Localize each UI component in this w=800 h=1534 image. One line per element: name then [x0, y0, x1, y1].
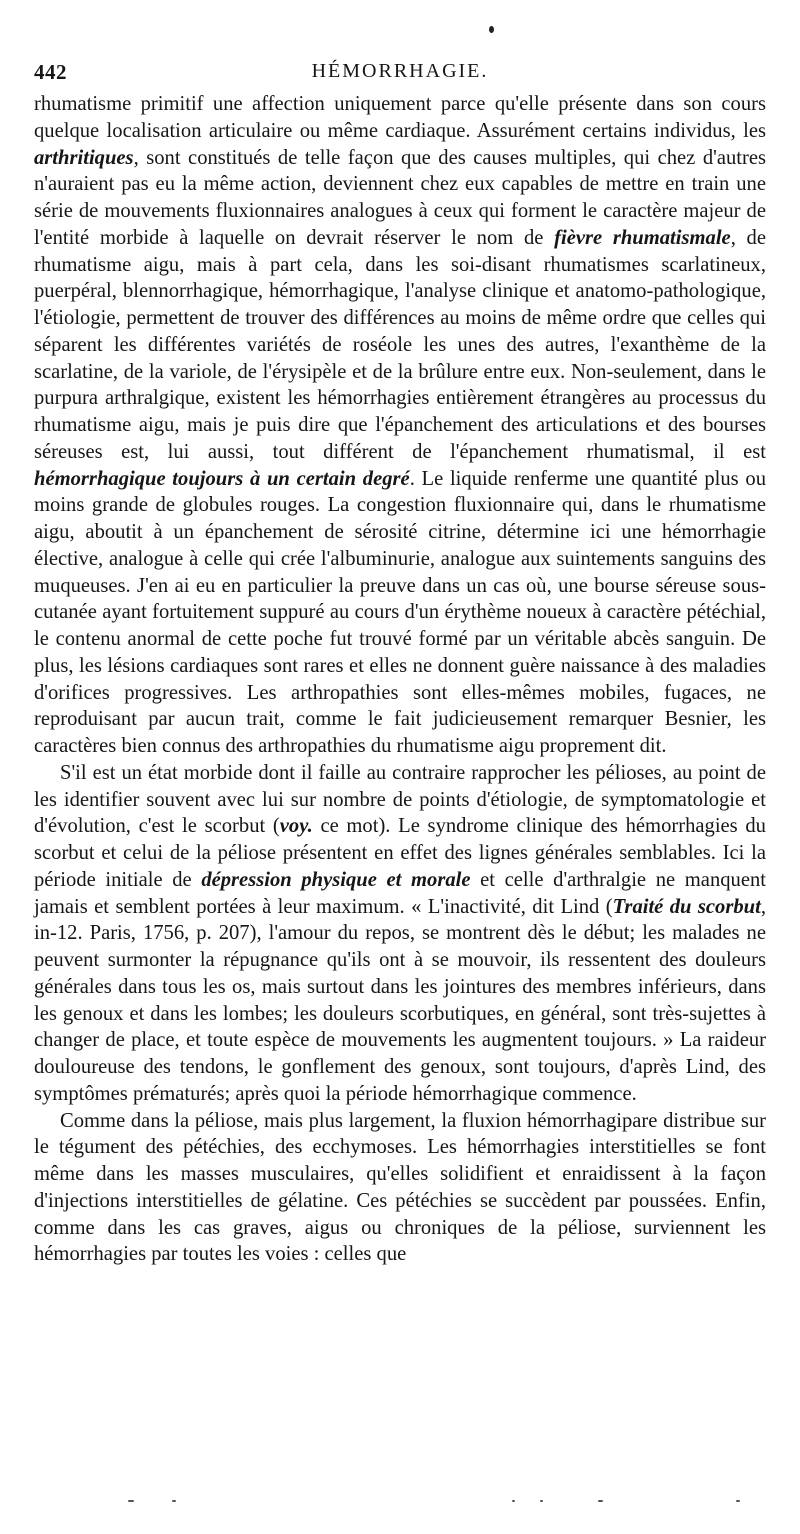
bottom-scan-specks [0, 1500, 800, 1508]
text-run: , de rhumatisme aigu, mais à part cela, dans les soi-disant rhumatismes scarlatineux, puerpéral, blennorrhagique, hémorrhagique, l'analyse clinique et anatomo-pathologique, l'étiologie, permettent de trouver des différences au moins de même ordre que celles qui séparent les différentes variétés de roséole les unes des autres, l'exanthème de la scarlatine, de la variole, de l'érysipèle et de la brûlure entre eux. Non-seulement, dans le purpura arthralgique, existent les hémorrhagies entièrement étrangères au processus du rhumatisme aigu, mais je puis dire que l'épanchement des articulations et des bourses séreuses est, lui aussi, tout différent de l'épanchement rhumatismal, il est [34, 226, 766, 463]
text-run: et celle d'arthralgie ne manquent jamais et semblent portées à leur maximum. « L'inactivité, dit Lind ( [34, 868, 766, 918]
running-title: HÉMORRHAGIE. [311, 60, 489, 82]
ink-speck [489, 26, 494, 33]
text-run: S'il est un état morbide dont il faille au contraire rapprocher les pélioses, au point de les identifier souvent avec lui sur nombre de points d'étiologie, de symptomatologie et d'évolution, c'est le scorbut ( [34, 761, 766, 838]
italic-phrase: voy. [279, 815, 313, 838]
text-run: , sont constitués de telle façon que des causes multiples, qui chez d'autres n'auraient pas eu la même action, deviennent chez eux capables de mettre en train une série de mouvements fluxionnaires analogues à ceux qui forment le caractère majeur de l'entité morbide à laquelle on devrait réserver le nom de [34, 146, 766, 249]
ink-speck [512, 1500, 515, 1502]
ink-speck [172, 1500, 176, 1502]
ink-speck [540, 1500, 543, 1502]
ink-speck [598, 1500, 603, 1502]
text-run: Comme dans la péliose, mais plus largement, la fluxion hémorrhagipare distribue sur le tégument des pétéchies, des ecchymoses. Les hémorrhagies interstitielles se font même dans les masses musculaires, qu'elles solidifient et enraidissent à la façon d'injections interstitielles de gélatine. Ces pétéchies se succèdent par poussées. Enfin, comme dans les cas graves, aigus ou chroniques de la péliose, surviennent les hémorrhagies par toutes les voies : celles que [34, 1109, 766, 1266]
page-header [34, 60, 766, 90]
text-run: ce mot). Le syndrome clinique des hémorrhagies du scorbut et celui de la péliose présentent en effet des lignes générales semblables. Ici la période initiale de [34, 815, 766, 891]
paragraph [34, 1108, 766, 1269]
text-run: rhumatisme primitif une affection uniquement parce qu'elle présente dans son cours quelque localisation articulaire ou même cardiaque. Assurément certains individus, les [34, 93, 766, 142]
italic-phrase: fièvre rhumatismale [554, 226, 731, 249]
ink-speck [736, 1500, 740, 1502]
italic-phrase: hémorrhagique toujours à un certain degré [34, 467, 410, 490]
text-run: . Le liquide renferme une quantité plus ou moins grande de globules rouges. La congestion fluxionnaire qui, dans le rhumatisme aigu, aboutit à un épanchement de sérosité citrine, détermine ici une hémorrhagie élective, analogue à celle qui crée l'albuminurie, analogue aux suintements sanguins des muqueuses. J'en ai eu en particulier la preuve dans un cas où, une bourse séreuse sous-cutanée ayant fortuitement suppuré au cours d'un érythème noueux à caractère pétéchial, le contenu anormal de cette poche fut trouvé formé par un véritable abcès sanguin. De plus, les lésions cardiaques sont rares et elles ne donnent guère naissance à des maladies d'orifices progressives. Les arthropathies sont elles-mêmes mobiles, fugaces, ne reproduisant par aucun trait, comme le fait judicieusement remarquer Besnier, les caractères bien connus des arthropathies du rhumatisme aigu proprement dit. [34, 467, 766, 757]
paragraph [34, 91, 766, 760]
italic-phrase: dépression physique et morale [201, 868, 471, 891]
text-run: , in-12. Paris, 1756, p. 207), l'amour du repos, se montrent dès le début; les malades ne peuvent surmonter la répugnance qu'ils ont à se mouvoir, ils ressentent des douleurs générales dans tous les os, mais surtout dans les jointures des membres inférieurs, dans les genoux et dans les lombes; les douleurs scorbutiques, en général, sont très-sujettes à changer de place, et toute espèce de mouvements les augmentent toujours. » La raideur douloureuse des tendons, le gonflement des genoux, sont toujours, d'après Lind, des symptômes prématurés; après quoi la période hémorrhagique commence. [34, 895, 766, 1105]
italic-phrase: Traité du scorbut [612, 895, 761, 918]
body-text [34, 91, 766, 1268]
paragraph [34, 760, 766, 1108]
ink-speck [128, 1500, 134, 1502]
italic-phrase: arthritiques [34, 146, 134, 169]
page-number: 442 [34, 60, 67, 84]
